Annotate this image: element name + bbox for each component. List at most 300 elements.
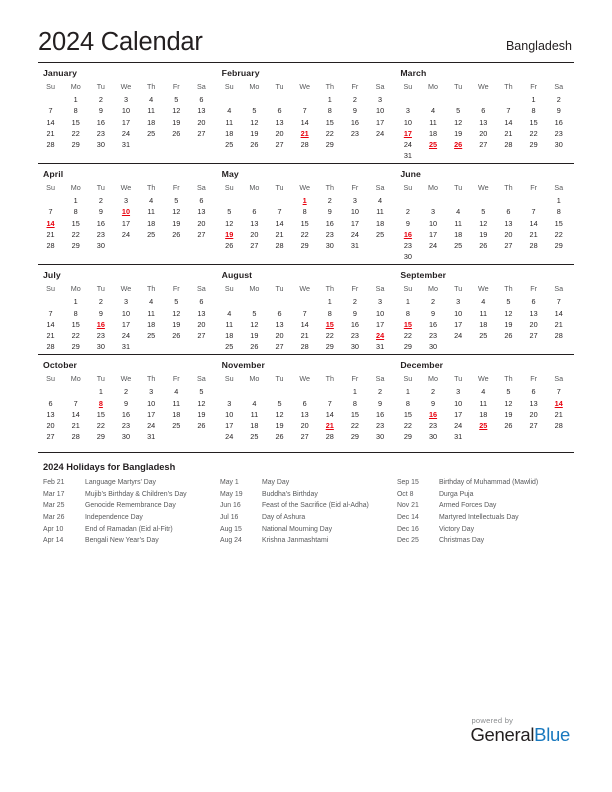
day-cell: 30 <box>325 241 334 251</box>
day-cell: 23 <box>325 229 334 239</box>
day-cell: 28 <box>300 342 309 352</box>
month-block-march <box>395 68 574 161</box>
holiday-name: Victory Day <box>438 525 475 533</box>
day-cell: 27 <box>275 139 284 149</box>
day-cell: 7 <box>556 297 561 307</box>
weekday-header: Su <box>403 81 413 91</box>
day-cell: 30 <box>96 342 105 352</box>
holiday-name: Christmas Day <box>438 537 485 545</box>
day-cell-holiday: 10 <box>121 207 131 217</box>
holiday-date: Feb 21 <box>43 479 65 487</box>
weekday-header: Fr <box>530 182 537 192</box>
day-cell: 9 <box>98 308 103 318</box>
day-cell-empty <box>471 341 496 352</box>
day-cell: 6 <box>199 297 204 307</box>
day-cell: 19 <box>172 117 181 127</box>
holidays-column <box>43 477 220 547</box>
day-cell: 3 <box>123 95 129 105</box>
month-name: December <box>400 360 444 371</box>
day-cell: 15 <box>300 218 309 228</box>
week-row <box>395 409 571 420</box>
day-cell: 23 <box>403 241 412 251</box>
day-cell: 23 <box>376 420 385 430</box>
day-cell: 23 <box>350 128 359 138</box>
day-cell: 27 <box>529 330 538 340</box>
day-cell: 31 <box>121 342 131 352</box>
holiday-date: Aug 24 <box>219 537 242 545</box>
day-cell: 9 <box>98 207 103 217</box>
day-cell-empty <box>38 386 63 397</box>
week-row <box>217 116 393 127</box>
weekday-header-row <box>395 283 571 296</box>
month-block-june <box>395 169 574 262</box>
weekday-header: Sa <box>375 283 385 293</box>
day-cell: 15 <box>529 117 538 127</box>
day-cell-holiday: 8 <box>98 398 103 408</box>
day-cell-empty <box>446 150 471 161</box>
day-cell: 5 <box>252 308 257 318</box>
day-cell-empty <box>395 195 420 206</box>
month-block-april <box>38 169 217 262</box>
day-cell: 27 <box>300 432 309 442</box>
day-cell: 15 <box>325 117 334 127</box>
day-cell: 5 <box>481 207 486 217</box>
day-cell: 18 <box>428 128 438 138</box>
day-cell: 15 <box>554 218 563 228</box>
weekday-header: Tu <box>454 81 463 91</box>
day-cell: 19 <box>250 128 259 138</box>
day-cell: 30 <box>96 139 105 149</box>
day-cell: 13 <box>504 218 513 228</box>
month-table <box>38 283 214 352</box>
day-cell: 20 <box>504 229 513 239</box>
day-cell-empty <box>242 195 267 206</box>
week-row <box>217 139 393 150</box>
day-cell: 8 <box>73 207 78 217</box>
day-cell-empty <box>496 341 521 352</box>
week-row <box>395 150 571 161</box>
day-cell-empty <box>217 94 242 105</box>
day-cell: 20 <box>529 409 538 419</box>
day-cell-holiday: 16 <box>403 229 412 239</box>
day-cell: 2 <box>98 297 103 307</box>
holiday-name: End of Ramadan (Eid al-Fitr) <box>85 525 173 533</box>
holiday-name: Language Martyrs’ Day <box>85 479 156 487</box>
day-cell: 22 <box>554 229 563 239</box>
day-cell-empty <box>471 150 496 161</box>
weekday-header: Su <box>224 373 234 383</box>
month-block-november <box>217 360 396 442</box>
day-cell: 2 <box>378 387 383 397</box>
day-cell: 4 <box>481 297 486 307</box>
holidays-columns <box>38 477 574 547</box>
weekday-header-row <box>38 182 214 195</box>
day-cell: 9 <box>123 398 129 408</box>
day-cell: 21 <box>46 128 55 138</box>
month-table <box>217 373 393 442</box>
day-cell-empty <box>521 195 546 206</box>
day-cell: 18 <box>147 218 156 228</box>
day-cell: 1 <box>73 95 78 105</box>
day-cell-holiday: 15 <box>403 319 412 329</box>
holiday-name: National Mourning Day <box>261 525 333 533</box>
footer-logo <box>470 716 570 745</box>
day-cell: 12 <box>250 319 259 329</box>
day-cell: 20 <box>300 420 309 430</box>
day-cell: 24 <box>225 432 234 442</box>
day-cell: 31 <box>376 342 385 352</box>
day-cell: 17 <box>454 409 463 419</box>
day-cell: 26 <box>172 330 181 340</box>
day-cell: 10 <box>225 409 234 419</box>
day-cell: 7 <box>506 106 511 116</box>
day-cell: 29 <box>529 139 538 149</box>
month-table <box>395 283 571 352</box>
week-row <box>217 94 393 105</box>
day-cell: 26 <box>504 420 513 430</box>
weekday-header: Tu <box>275 373 284 383</box>
day-cell: 4 <box>456 207 461 217</box>
day-cell: 22 <box>71 229 80 239</box>
day-cell: 17 <box>121 218 131 228</box>
day-cell: 8 <box>327 308 332 318</box>
day-cell: 26 <box>504 330 513 340</box>
day-cell: 1 <box>352 387 357 397</box>
month-block-july <box>38 270 217 352</box>
day-cell-empty <box>471 251 496 262</box>
day-cell: 30 <box>428 342 438 352</box>
holiday-row <box>220 535 397 547</box>
day-cell: 9 <box>405 218 410 228</box>
day-cell: 24 <box>428 241 438 251</box>
week-row <box>217 218 393 229</box>
holiday-name: Independence Day <box>85 513 143 521</box>
month-table <box>38 81 214 150</box>
day-cell: 26 <box>250 139 259 149</box>
day-cell: 18 <box>376 218 385 228</box>
day-cell: 19 <box>454 128 463 138</box>
weekday-header: Mo <box>428 81 439 91</box>
weekday-header: We <box>120 283 132 293</box>
day-cell: 11 <box>225 117 234 127</box>
day-cell: 10 <box>403 117 412 127</box>
day-cell: 23 <box>350 330 359 340</box>
day-cell: 6 <box>252 207 257 217</box>
holiday-name: Genocide Remembrance Day <box>85 502 176 510</box>
day-cell: 22 <box>300 229 309 239</box>
day-cell: 7 <box>302 106 307 116</box>
week-row <box>217 229 393 240</box>
month-name: October <box>43 360 78 371</box>
day-cell: 6 <box>199 95 204 105</box>
day-cell: 10 <box>454 308 463 318</box>
day-cell: 18 <box>454 229 463 239</box>
day-cell: 2 <box>556 95 561 105</box>
day-cell: 16 <box>350 319 359 329</box>
day-cell: 16 <box>325 218 334 228</box>
week-row <box>38 341 214 352</box>
day-cell: 2 <box>98 196 103 206</box>
day-cell-empty <box>420 94 445 105</box>
holiday-row <box>397 489 574 501</box>
weekday-header: Fr <box>172 81 180 91</box>
weekday-header: We <box>299 283 310 293</box>
day-cell: 11 <box>225 319 234 329</box>
weekday-header: Th <box>325 182 334 192</box>
day-cell: 20 <box>197 319 206 329</box>
day-cell: 30 <box>121 432 131 442</box>
week-row <box>217 105 393 116</box>
holiday-date: Oct 8 <box>396 490 414 498</box>
day-cell: 1 <box>556 196 561 206</box>
day-cell: 13 <box>529 308 538 318</box>
day-cell: 18 <box>225 128 234 138</box>
day-cell: 8 <box>352 398 357 408</box>
day-cell: 22 <box>403 330 412 340</box>
day-cell-empty <box>292 386 317 397</box>
day-cell: 1 <box>405 297 410 307</box>
day-cell: 31 <box>403 151 412 161</box>
day-cell: 15 <box>71 319 80 329</box>
day-cell: 11 <box>250 409 259 419</box>
day-cell: 12 <box>454 117 463 127</box>
day-cell-empty <box>368 139 393 150</box>
holiday-row <box>397 512 574 524</box>
day-cell-empty <box>63 386 88 397</box>
week-row <box>217 296 393 307</box>
day-cell: 6 <box>531 387 536 397</box>
weekday-header: Th <box>146 283 156 293</box>
day-cell: 17 <box>376 117 385 127</box>
day-cell-empty <box>292 94 317 105</box>
holiday-date: May 19 <box>219 490 243 498</box>
month-table <box>395 81 571 161</box>
day-cell: 25 <box>147 330 156 340</box>
day-cell: 6 <box>481 106 486 116</box>
day-cell: 15 <box>71 218 80 228</box>
weekday-header: Mo <box>428 182 439 192</box>
day-cell-empty <box>189 431 214 442</box>
day-cell: 11 <box>147 308 155 318</box>
weekday-header: Su <box>403 182 413 192</box>
day-cell: 12 <box>479 218 488 228</box>
day-cell: 4 <box>430 106 436 116</box>
day-cell-empty <box>189 240 214 251</box>
weekday-header: Su <box>224 81 234 91</box>
holiday-date: Mar 25 <box>43 502 65 510</box>
month-table <box>395 373 571 442</box>
page-title: 2024 Calendar <box>38 28 203 56</box>
weekday-header: Th <box>504 182 513 192</box>
day-cell: 13 <box>275 319 284 329</box>
day-cell: 10 <box>428 218 438 228</box>
week-row <box>38 116 214 127</box>
holiday-date: Sep 15 <box>396 479 419 487</box>
day-cell: 4 <box>378 196 383 206</box>
day-cell: 17 <box>350 218 359 228</box>
month-block-august <box>217 270 396 352</box>
weekday-header: Tu <box>96 81 105 91</box>
day-cell: 22 <box>71 330 80 340</box>
day-cell: 4 <box>252 398 257 408</box>
day-cell: 11 <box>479 308 488 318</box>
week-row <box>38 330 214 341</box>
week-row <box>217 128 393 139</box>
weekday-header: Sa <box>375 81 385 91</box>
day-cell-empty <box>164 139 189 150</box>
day-cell: 15 <box>350 409 359 419</box>
weekday-header: Fr <box>172 283 180 293</box>
day-cell: 16 <box>96 218 105 228</box>
day-cell: 8 <box>73 106 78 116</box>
day-cell: 11 <box>479 398 488 408</box>
day-cell: 27 <box>197 330 206 340</box>
weekday-header: We <box>477 182 489 192</box>
day-cell-empty <box>164 240 189 251</box>
day-cell-empty <box>496 251 521 262</box>
day-cell: 28 <box>46 241 55 251</box>
day-cell-empty <box>521 251 546 262</box>
holiday-row <box>397 535 574 547</box>
day-cell-empty <box>420 251 445 262</box>
week-row <box>217 420 393 431</box>
day-cell-empty <box>267 296 292 307</box>
day-cell-empty <box>113 240 138 251</box>
weekday-header: Mo <box>249 182 260 192</box>
day-cell: 19 <box>504 409 513 419</box>
week-row <box>395 330 571 341</box>
day-cell-holiday: 16 <box>428 409 438 419</box>
day-cell-empty <box>471 195 496 206</box>
day-cell: 17 <box>454 319 463 329</box>
weekday-header: We <box>120 81 132 91</box>
day-cell-empty <box>446 195 471 206</box>
day-cell-empty <box>242 94 267 105</box>
weekday-header: Sa <box>375 182 385 192</box>
day-cell: 18 <box>225 330 234 340</box>
week-row <box>395 341 571 352</box>
week-row <box>395 296 571 307</box>
weekday-header: Tu <box>454 182 463 192</box>
day-cell: 7 <box>327 398 332 408</box>
day-cell: 28 <box>554 330 563 340</box>
quarter-row <box>38 354 574 444</box>
day-cell-empty <box>38 195 63 206</box>
day-cell: 19 <box>479 229 488 239</box>
holiday-name: Durga Puja <box>438 490 474 498</box>
day-cell: 10 <box>350 207 359 217</box>
weekday-header: Sa <box>375 373 385 383</box>
holiday-name: Mujib’s Birthday & Children’s Day <box>85 490 187 498</box>
day-cell: 21 <box>504 128 513 138</box>
weekday-header: Sa <box>197 283 206 293</box>
day-cell: 7 <box>277 207 282 217</box>
day-cell: 16 <box>554 117 563 127</box>
day-cell: 11 <box>147 106 155 116</box>
day-cell: 17 <box>147 409 156 419</box>
weekday-header: Tu <box>454 373 463 383</box>
day-cell: 18 <box>147 117 156 127</box>
day-cell: 19 <box>275 420 284 430</box>
holiday-date: Jun 16 <box>219 502 241 510</box>
day-cell: 15 <box>403 409 412 419</box>
day-cell-empty <box>292 296 317 307</box>
day-cell: 21 <box>300 330 309 340</box>
weekday-header: We <box>120 182 132 192</box>
day-cell: 4 <box>481 387 486 397</box>
day-cell: 4 <box>227 106 232 116</box>
weekday-header: Sa <box>197 373 206 383</box>
day-cell: 18 <box>172 409 181 419</box>
day-cell-holiday: 14 <box>554 398 563 408</box>
day-cell-holiday: 17 <box>403 128 412 138</box>
day-cell: 11 <box>172 398 181 408</box>
day-cell-empty <box>496 431 521 442</box>
day-cell: 10 <box>376 106 385 116</box>
day-cell: 1 <box>327 297 332 307</box>
day-cell: 25 <box>376 229 385 239</box>
holidays-column <box>397 477 574 547</box>
day-cell: 24 <box>121 229 131 239</box>
weekday-header-row <box>217 81 393 94</box>
generalblue-logo[interactable] <box>470 723 570 745</box>
day-cell: 6 <box>277 106 282 116</box>
day-cell-empty <box>496 150 521 161</box>
day-cell: 5 <box>252 106 257 116</box>
day-cell: 2 <box>352 95 357 105</box>
day-cell: 15 <box>71 117 80 127</box>
week-row <box>38 296 214 307</box>
weekday-header: Su <box>46 81 55 91</box>
day-cell: 31 <box>350 241 359 251</box>
day-cell: 19 <box>504 319 513 329</box>
weekday-header: Sa <box>554 182 564 192</box>
holiday-row <box>43 512 220 524</box>
day-cell: 2 <box>405 207 410 217</box>
day-cell: 14 <box>325 409 334 419</box>
day-cell: 1 <box>405 387 410 397</box>
weekday-header: Fr <box>351 283 359 293</box>
day-cell: 4 <box>149 297 154 307</box>
month-table <box>217 81 393 150</box>
quarter-row <box>38 163 574 264</box>
day-cell: 13 <box>529 398 538 408</box>
day-cell: 9 <box>98 106 103 116</box>
day-cell: 18 <box>147 319 156 329</box>
weekday-header: Th <box>504 373 513 383</box>
month-name: August <box>221 270 253 281</box>
day-cell: 29 <box>71 139 80 149</box>
day-cell: 3 <box>378 297 383 307</box>
weekday-header: Mo <box>70 182 81 192</box>
day-cell: 14 <box>529 218 538 228</box>
day-cell: 3 <box>378 95 383 105</box>
day-cell: 14 <box>71 409 80 419</box>
day-cell: 13 <box>197 106 206 116</box>
holiday-row <box>220 489 397 501</box>
day-cell: 20 <box>250 229 259 239</box>
day-cell: 31 <box>147 432 156 442</box>
month-table <box>38 373 214 442</box>
week-row <box>395 105 571 116</box>
day-cell: 21 <box>275 229 284 239</box>
day-cell-empty <box>139 139 164 150</box>
day-cell: 27 <box>529 420 538 430</box>
day-cell-holiday: 19 <box>225 229 234 239</box>
holiday-date: Jul 16 <box>219 513 239 521</box>
day-cell: 16 <box>96 117 105 127</box>
week-row <box>217 397 393 408</box>
